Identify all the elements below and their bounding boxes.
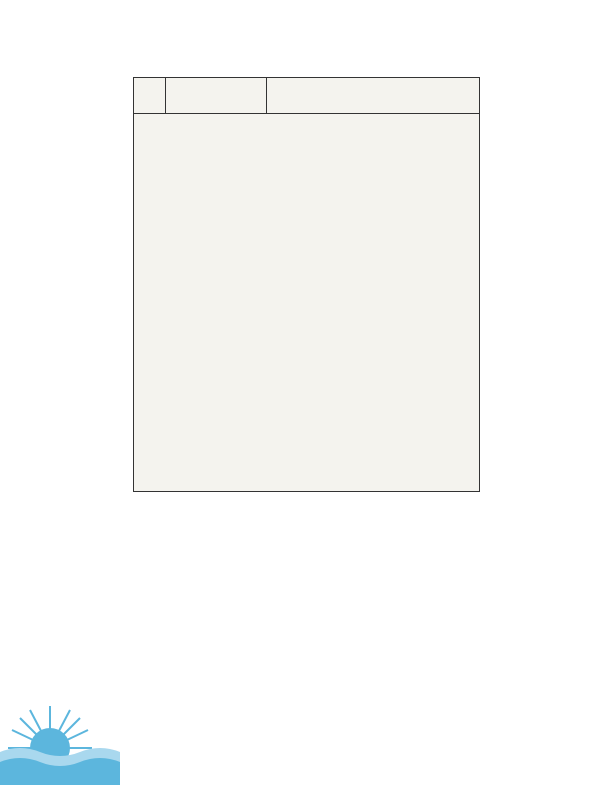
table-header — [134, 78, 479, 114]
header-meaning — [266, 78, 479, 113]
header-number — [134, 78, 166, 113]
signals-table — [133, 77, 480, 492]
sun-wave-icon — [0, 690, 612, 785]
header-view — [166, 78, 267, 113]
